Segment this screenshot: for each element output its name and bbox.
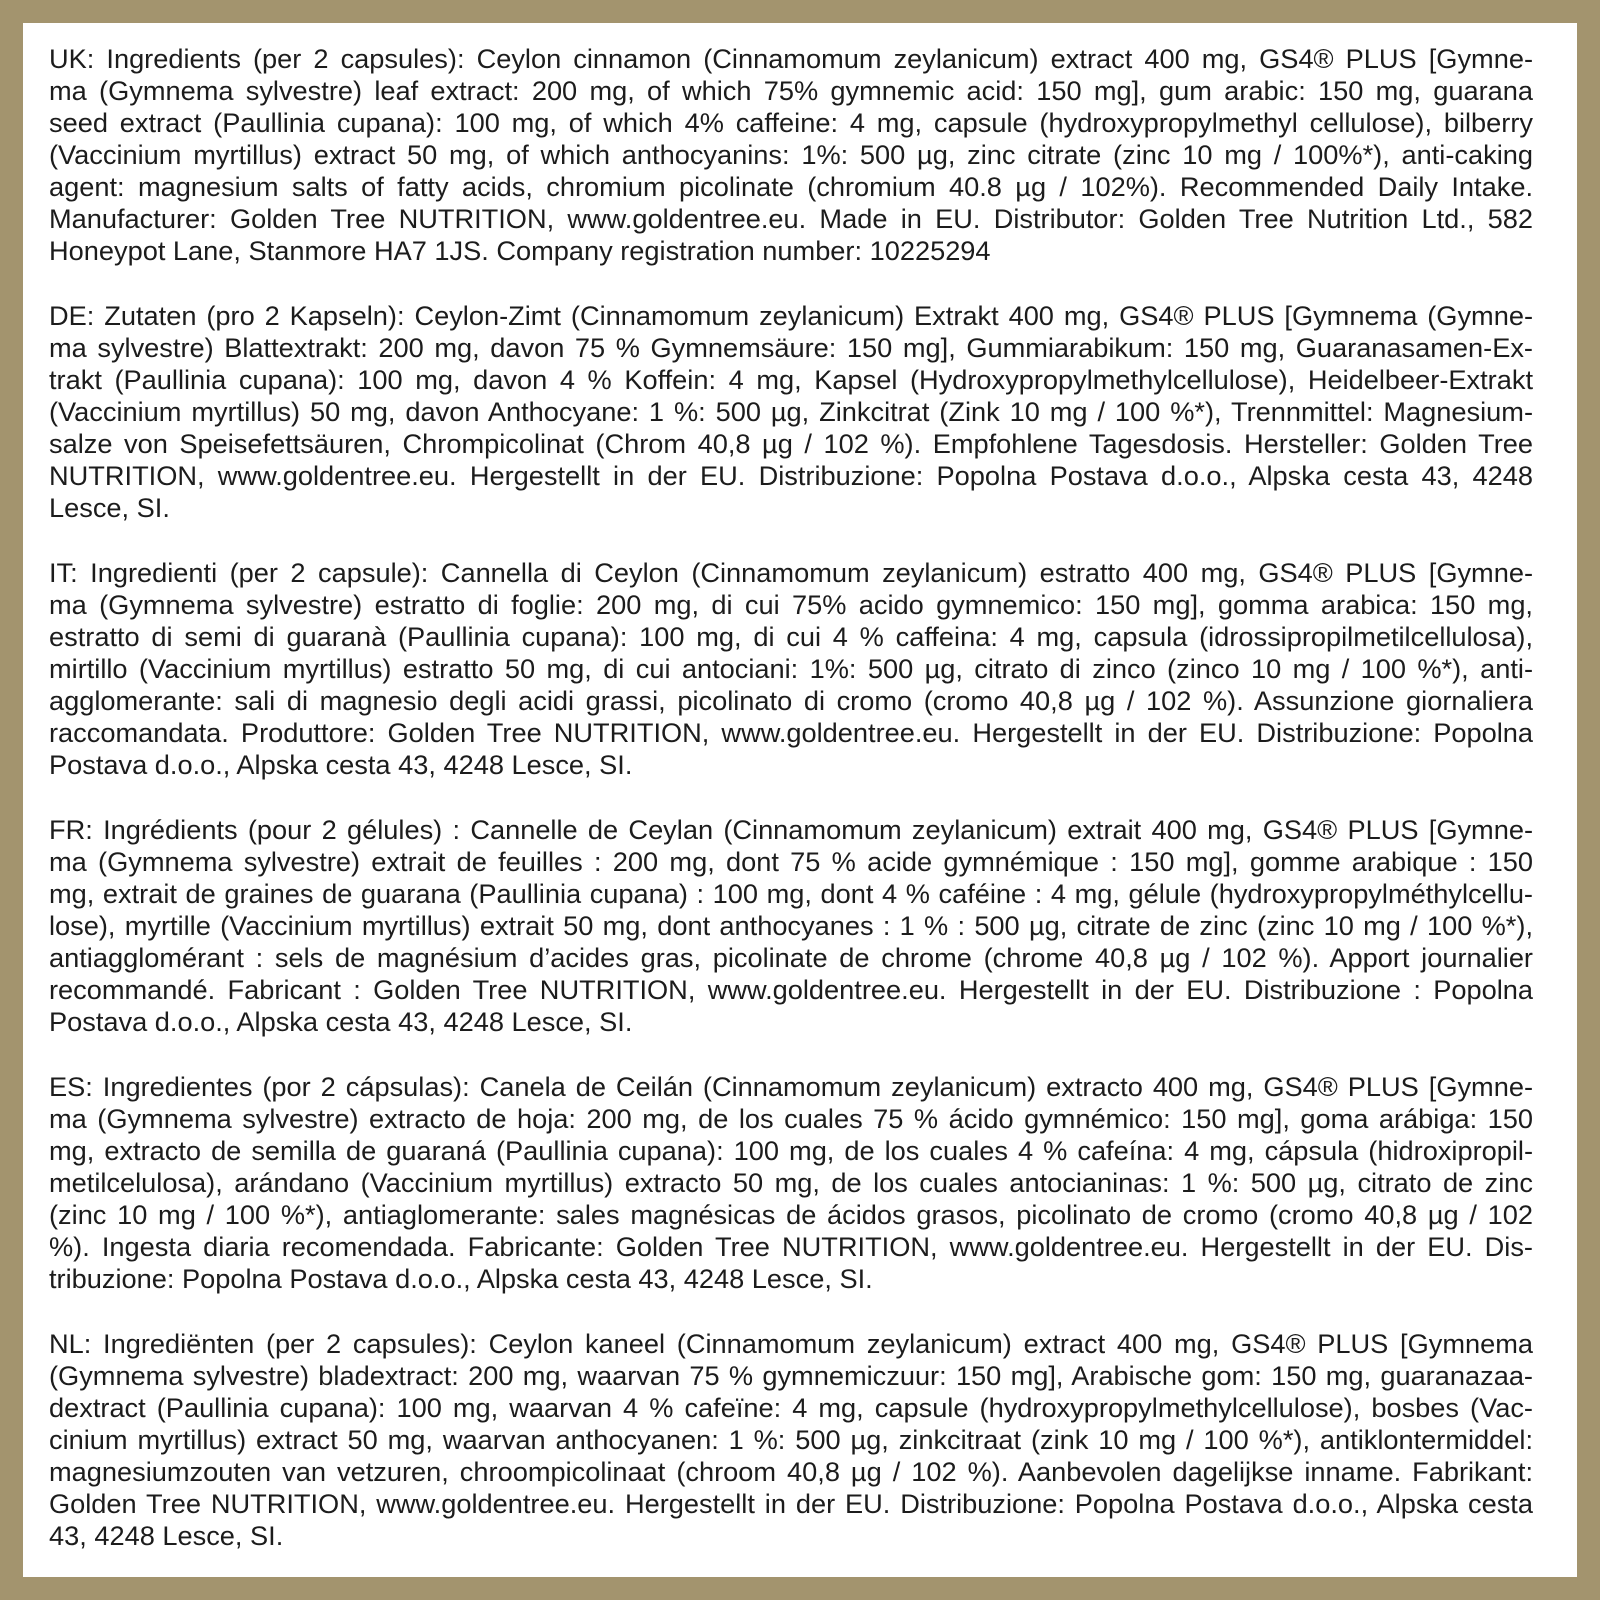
paragraph-it [49, 557, 1533, 781]
text-line: NL: Ingrediënten (per 2 capsules): Ceylon kaneel (Cinnamomum zeylanicum) extract 400 mg, GS4® PLUS [Gymnema [49, 1328, 1533, 1359]
text-line: Postava d.o.o., Alpska cesta 43, 4248 Lesce, SI. [49, 749, 633, 780]
text-line: trakt (Paullinia cupana): 100 mg, davon 4 % Koffein: 4 mg, Kapsel (Hydroxypropylmethylcellulose), Heidelbeer-Extrakt [49, 364, 1533, 395]
paragraph-nl [49, 1328, 1533, 1552]
text-line: tribuzione: Popolna Postava d.o.o., Alpska cesta 43, 4248 Lesce, SI. [49, 1263, 873, 1294]
text-line: ma (Gymnema sylvestre) leaf extract: 200 mg, of which 75% gymnemic acid: 150 mg], gum arabic: 150 mg, guarana [49, 75, 1533, 106]
text-line: Manufacturer: Golden Tree NUTRITION, www.goldentree.eu. Made in EU. Distributor: Golden Tree Nutrition Ltd., 582 [49, 203, 1533, 234]
text-line: FR: Ingrédients (pour 2 gélules) : Cannelle de Ceylan (Cinnamomum zeylanicum) extrait 400 mg, GS4® PLUS [Gymne- [49, 814, 1533, 845]
text-line: ma (Gymnema sylvestre) extracto de hoja: 200 mg, de los cuales 75 % ácido gymnémico: 150 mg], goma arábiga: 150 [49, 1103, 1533, 1134]
text-line: (Gymnema sylvestre) bladextract: 200 mg, waarvan 75 % gymnemiczuur: 150 mg], Arabische gom: 150 mg, guaranazaa- [49, 1360, 1533, 1391]
text-line: UK: Ingredients (per 2 capsules): Ceylon cinnamon (Cinnamomum zeylanicum) extract 400 mg, GS4® PLUS [Gymne- [49, 43, 1533, 74]
text-line: %). Ingesta diaria recomendada. Fabricante: Golden Tree NUTRITION, www.goldentree.eu. Hergestellt in der EU. Dis- [49, 1231, 1533, 1262]
text-line: 43, 4248 Lesce, SI. [49, 1520, 284, 1551]
text-line: (zinc 10 mg / 100 %*), antiaglomerante: sales magnésicas de ácidos grasos, picolinato de cromo (cromo 40,8 µg / 102 [49, 1199, 1533, 1230]
text-line: seed extract (Paullinia cupana): 100 mg, of which 4% caffeine: 4 mg, capsule (hydroxypropylmethyl cellulose), bilberry [49, 107, 1533, 138]
label-text-panel [23, 23, 1577, 1577]
text-line: ES: Ingredientes (por 2 cápsulas): Canela de Ceilán (Cinnamomum zeylanicum) extracto 400 mg, GS4® PLUS [Gymne- [49, 1071, 1533, 1102]
text-line: mg, extrait de graines de guarana (Paullinia cupana) : 100 mg, dont 4 % caféine : 4 mg, gélule (hydroxypropylméthylcellu- [49, 878, 1533, 909]
text-line: magnesiumzouten van vetzuren, chroompicolinaat (chroom 40,8 µg / 102 %). Aanbevolen dagelijkse inname. Fabrikant: [49, 1456, 1533, 1487]
text-line: IT: Ingredienti (per 2 capsule): Cannella di Ceylon (Cinnamomum zeylanicum) estratto 400 mg, GS4® PLUS [Gymne- [49, 557, 1533, 588]
text-line: agglomerante: sali di magnesio degli acidi grassi, picolinato di cromo (cromo 40,8 µg / 102 %). Assunzione giornaliera [49, 685, 1533, 716]
text-line: estratto di semi di guaranà (Paullinia cupana): 100 mg, di cui 4 % caffeina: 4 mg, capsula (idrossipropilmetilcellulosa), [49, 621, 1533, 652]
text-line: raccomandata. Produttore: Golden Tree NUTRITION, www.goldentree.eu. Hergestellt in der EU. Distribuzione: Popolna [49, 717, 1533, 748]
text-line: antiagglomérant : sels de magnésium d’acides gras, picolinate de chrome (chrome 40,8 µg / 102 %). Apport journalier [49, 942, 1533, 973]
paragraph-uk [49, 43, 1533, 267]
text-line: lose), myrtille (Vaccinium myrtillus) extrait 50 mg, dont anthocyanes : 1 % : 500 µg, citrate de zinc (zinc 10 mg / 100 %*), [49, 910, 1533, 941]
text-line: NUTRITION, www.goldentree.eu. Hergestellt in der EU. Distribuzione: Popolna Postava d.o.o., Alpska cesta 43, 4248 [49, 460, 1533, 491]
text-line: Golden Tree NUTRITION, www.goldentree.eu. Hergestellt in der EU. Distribuzione: Popolna Postava d.o.o., Alpska cesta [49, 1488, 1533, 1519]
paragraph-es [49, 1071, 1533, 1295]
text-line: ma (Gymnema sylvestre) estratto di foglie: 200 mg, di cui 75% acido gymnemico: 150 mg], gomma arabica: 150 mg, [49, 589, 1533, 620]
text-line: Postava d.o.o., Alpska cesta 43, 4248 Lesce, SI. [49, 1006, 633, 1037]
text-line: metilcelulosa), arándano (Vaccinium myrtillus) extracto 50 mg, de los cuales antocianinas: 1 %: 500 µg, citrato de zinc [49, 1167, 1533, 1198]
text-line: agent: magnesium salts of fatty acids, chromium picolinate (chromium 40.8 µg / 102%). Recommended Daily Intake. [49, 171, 1533, 202]
text-line: cinium myrtillus) extract 50 mg, waarvan anthocyanen: 1 %: 500 µg, zinkcitraat (zink 10 mg / 100 %*), antiklontermiddel: [49, 1424, 1533, 1455]
text-line: Lesce, SI. [49, 492, 170, 523]
text-line: mirtillo (Vaccinium myrtillus) estratto 50 mg, di cui antociani: 1%: 500 µg, citrato di zinco (zinco 10 mg / 100 %*), anti- [49, 653, 1533, 684]
text-line: Honeypot Lane, Stanmore HA7 1JS. Company registration number: 10225294 [49, 235, 991, 266]
text-line: salze von Speisefettsäuren, Chrompicolinat (Chrom 40,8 µg / 102 %). Empfohlene Tagesdosis. Hersteller: Golden Tree [49, 428, 1533, 459]
text-line: DE: Zutaten (pro 2 Kapseln): Ceylon-Zimt (Cinnamomum zeylanicum) Extrakt 400 mg, GS4® PLUS [Gymnema (Gymne- [49, 300, 1533, 331]
text-line: dextract (Paullinia cupana): 100 mg, waarvan 4 % cafeïne: 4 mg, capsule (hydroxypropylmethylcellulose), bosbes (Vac- [49, 1392, 1533, 1423]
text-line: mg, extracto de semilla de guaraná (Paullinia cupana): 100 mg, de los cuales 4 % cafeína: 4 mg, cápsula (hidroxipropil- [49, 1135, 1533, 1166]
paragraph-fr [49, 814, 1533, 1038]
text-line: (Vaccinium myrtillus) 50 mg, davon Anthocyane: 1 %: 500 µg, Zinkcitrat (Zink 10 mg / 100 %*), Trennmittel: Magnesium- [49, 396, 1533, 427]
text-line: ma sylvestre) Blattextrakt: 200 mg, davon 75 % Gymnemsäure: 150 mg], Gummiarabikum: 150 mg, Guaranasamen-Ex- [49, 332, 1533, 363]
paragraph-de [49, 300, 1533, 524]
text-line: recommandé. Fabricant : Golden Tree NUTRITION, www.goldentree.eu. Hergestellt in der EU. Distribuzione : Popolna [49, 974, 1533, 1005]
text-line: ma (Gymnema sylvestre) extrait de feuilles : 200 mg, dont 75 % acide gymnémique : 150 mg], gomme arabique : 150 [49, 846, 1533, 877]
text-line: (Vaccinium myrtillus) extract 50 mg, of which anthocyanins: 1%: 500 µg, zinc citrate (zinc 10 mg / 100%*), anti-caking [49, 139, 1533, 170]
